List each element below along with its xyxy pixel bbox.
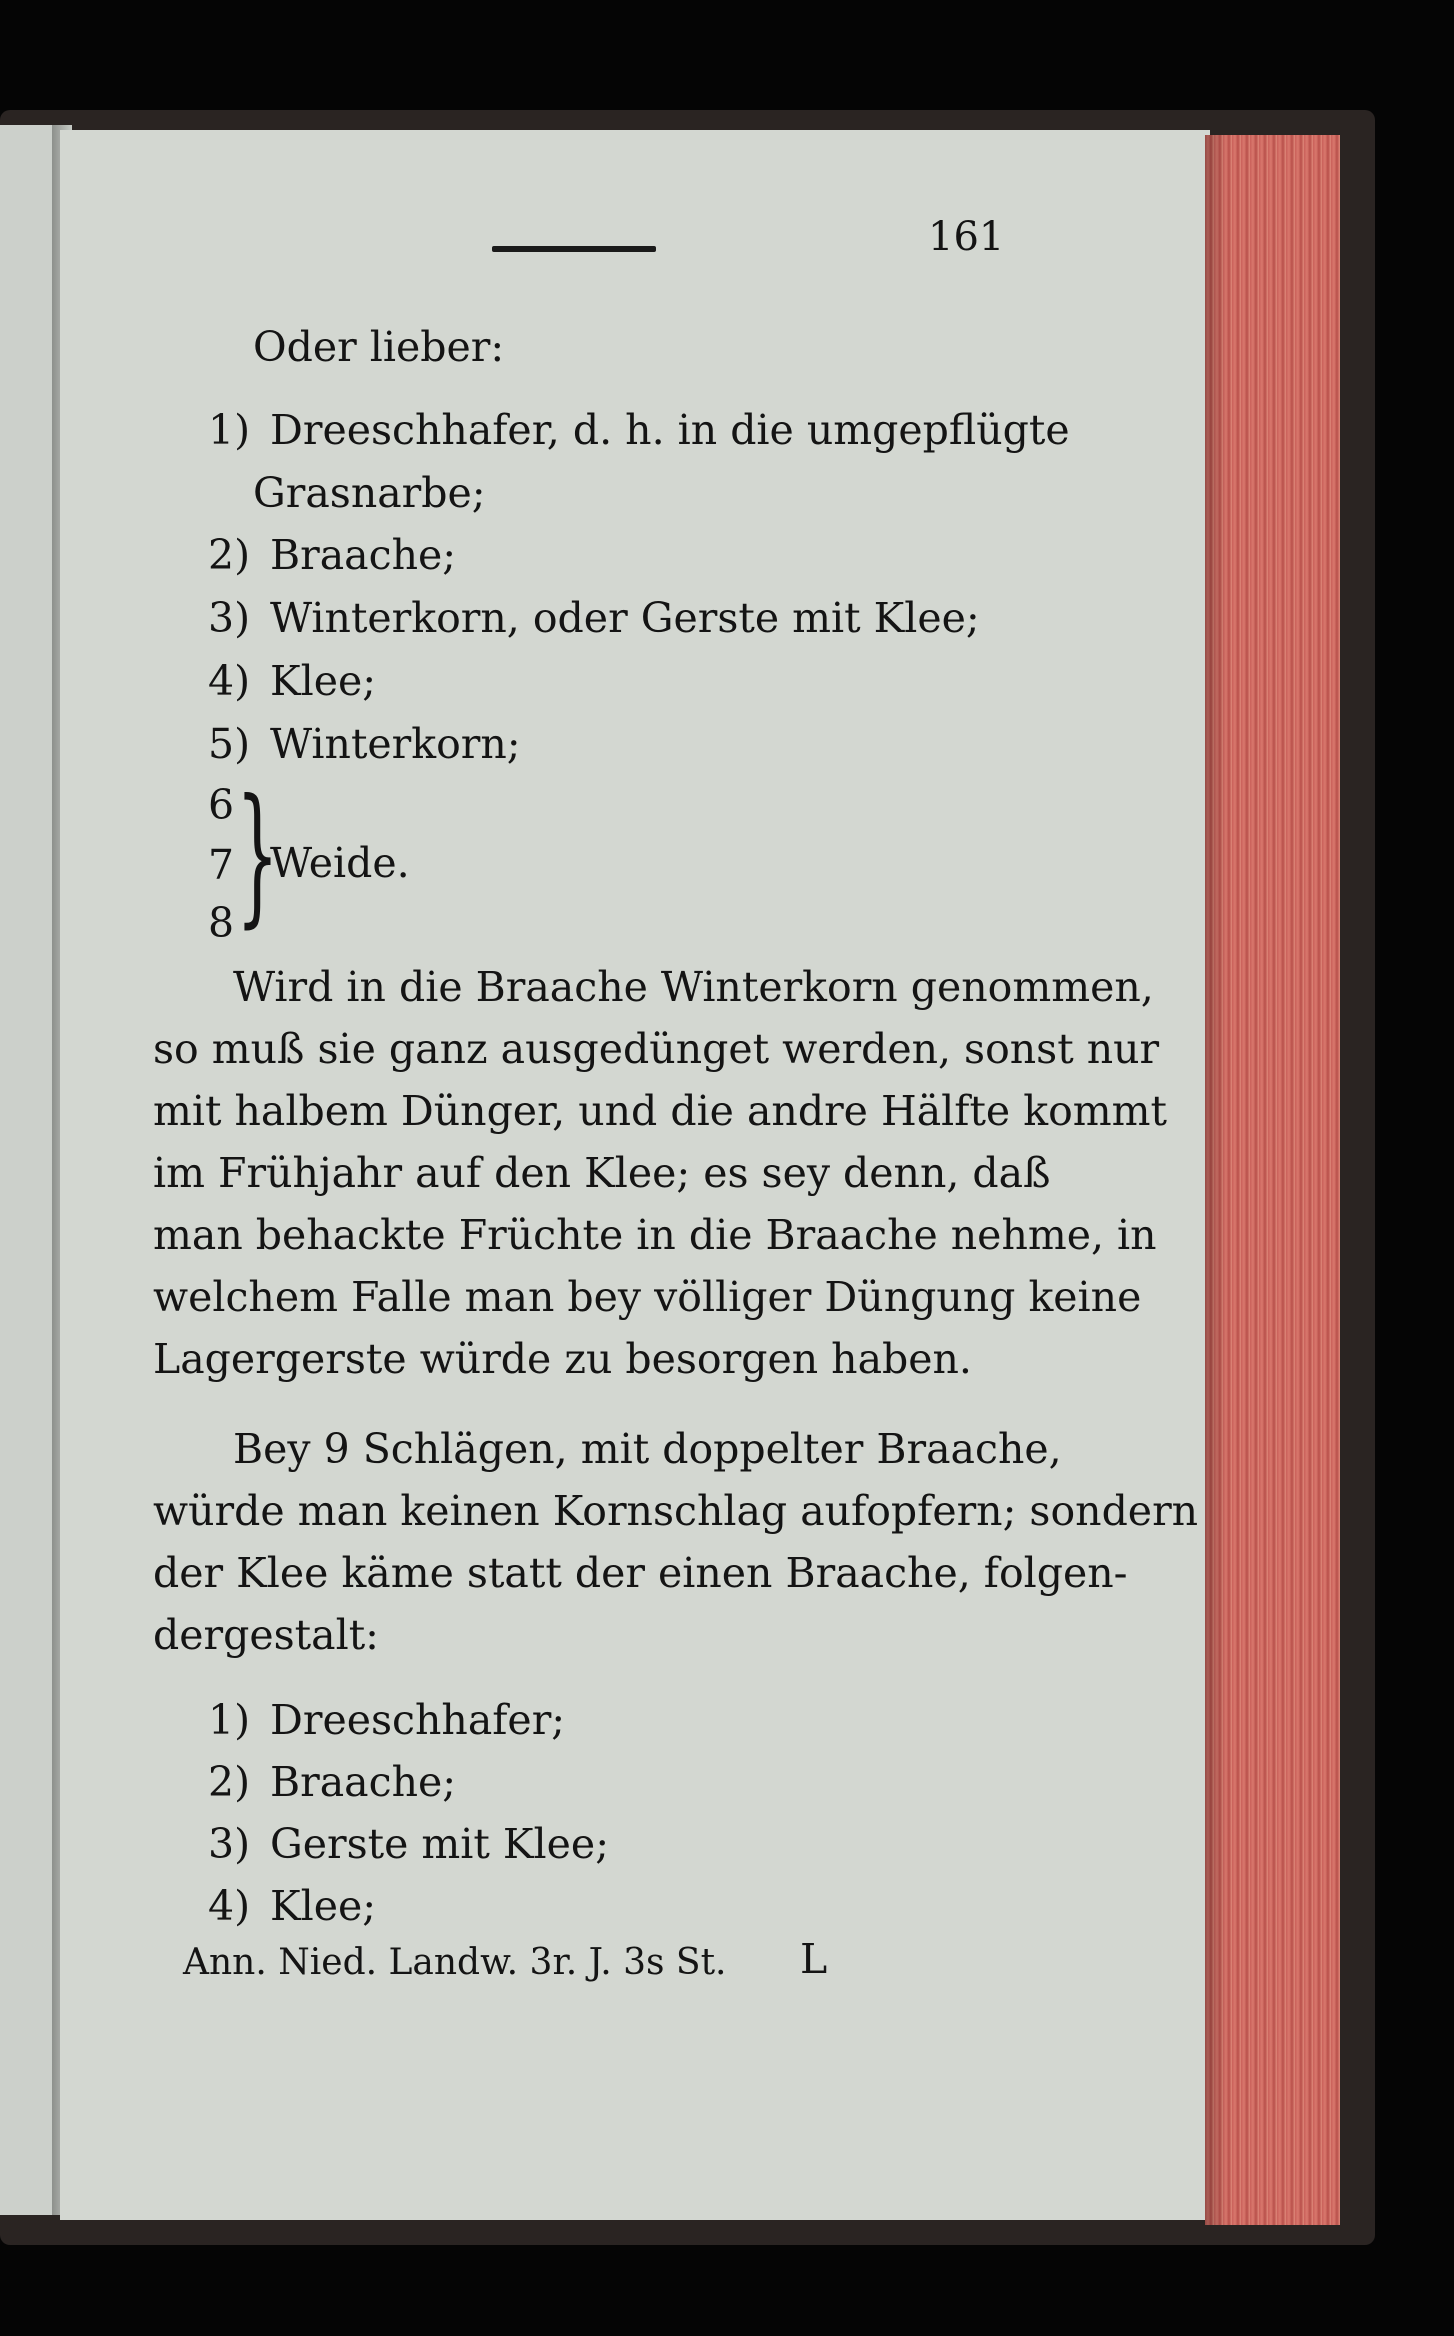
list-item: Gerste mit Klee; <box>270 1820 610 1868</box>
paragraph-line: Bey 9 Schlägen, mit doppelter Braache, <box>233 1425 1062 1473</box>
catchword: L <box>800 1935 828 1983</box>
list-item: Klee; <box>270 657 377 705</box>
paragraph-line: man behackte Früchte in die Braache nehme, in <box>153 1211 1157 1259</box>
list-number: 1) <box>208 1696 251 1744</box>
list-item: Dreeschhafer; <box>270 1696 566 1744</box>
header-rule <box>492 246 656 252</box>
list-item: Braache; <box>270 531 457 579</box>
paragraph-line: Lagergerste würde zu besorgen haben. <box>153 1335 972 1383</box>
signature-mark: Ann. Nied. Landw. 3r. J. 3s St. <box>183 1942 727 1983</box>
paragraph-line: mit halbem Dünger, und die andre Hälfte kommt <box>153 1087 1167 1135</box>
left-page-edge <box>0 125 58 2215</box>
paragraph-line: der Klee käme statt der einen Braache, folgen- <box>153 1549 1128 1597</box>
group-number: 8 <box>208 899 235 947</box>
list-item: Winterkorn; <box>270 720 521 768</box>
paragraph-line: Wird in die Braache Winterkorn genommen, <box>233 963 1154 1011</box>
list-item: Winterkorn, oder Gerste mit Klee; <box>270 594 980 642</box>
list-number: 4) <box>208 657 251 705</box>
paragraph-line: im Frühjahr auf den Klee; es sey denn, daß <box>153 1149 1051 1197</box>
list-number: 5) <box>208 720 251 768</box>
intro-text: Oder lieber: <box>253 323 505 371</box>
list-number: 2) <box>208 1758 251 1806</box>
list-item: Braache; <box>270 1758 457 1806</box>
paragraph-line: welchem Falle man bey völliger Düngung keine <box>153 1273 1142 1321</box>
curly-brace-icon: } <box>236 768 279 942</box>
page-number: 161 <box>928 214 1005 260</box>
list-item: Dreeschhafer, d. h. in die umgepflügte <box>270 406 1070 454</box>
paragraph-line: dergestalt: <box>153 1611 379 1659</box>
list-number: 4) <box>208 1882 251 1930</box>
group-text: Weide. <box>270 839 410 887</box>
list-item: Grasnarbe; <box>253 469 486 517</box>
paragraph-line: so muß sie ganz ausgedünget werden, sonst nur <box>153 1025 1160 1073</box>
list-number: 3) <box>208 594 251 642</box>
list-number: 2) <box>208 531 251 579</box>
group-number: 6 <box>208 781 235 829</box>
list-number: 1) <box>208 406 251 454</box>
paragraph-line: würde man keinen Kornschlag aufopfern; sondern <box>153 1487 1199 1535</box>
group-number: 7 <box>208 841 235 889</box>
list-number: 3) <box>208 1820 251 1868</box>
page-edge-shadow <box>1205 135 1227 2225</box>
list-item: Klee; <box>270 1882 377 1930</box>
